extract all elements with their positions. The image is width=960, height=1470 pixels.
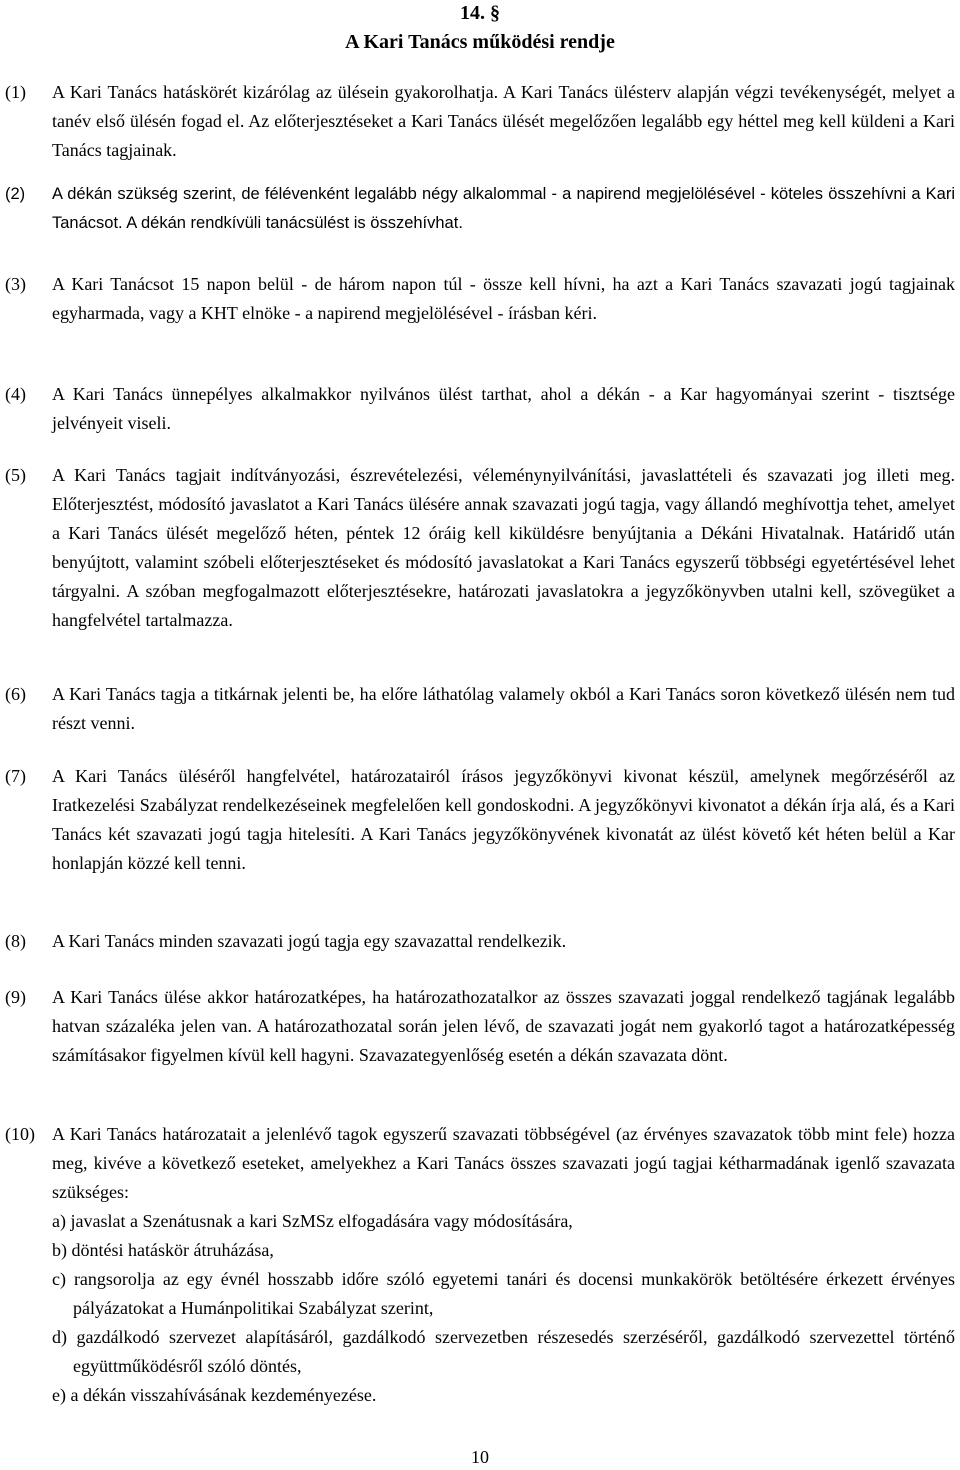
- section-number: 14. §: [460, 2, 500, 24]
- list-item: c) rangsorolja az egy évnél hosszabb időre szóló egyetemi tanári és docensi munkakörök betöltésére érkezett érvényes pályázatokat a Humánpolitikai Szabályzat szerint,: [52, 1269, 955, 1318]
- paragraph-text: A Kari Tanácsot 15 napon belül - de három napon túl - össze kell hívni, ha azt a Kari Tanács szavazati jogú tagjainak egyharmada, vagy a KHT elnöke - a napirend megjelölésével - írásban kéri.: [52, 274, 955, 323]
- paragraph-number: (6): [5, 684, 26, 704]
- section-title: A Kari Tanács működési rendje: [345, 31, 615, 53]
- paragraph-4: [5, 380, 955, 438]
- list-item: a) javaslat a Szenátusnak a kari SzMSz elfogadására vagy módosítására,: [52, 1211, 573, 1231]
- paragraph-text: A Kari Tanács ünnepélyes alkalmakkor nyilvános ülést tarthat, ahol a dékán - a Kar hagyományai szerint - tisztsége jelvényeit viseli.: [52, 384, 955, 433]
- paragraph-3: [5, 270, 955, 328]
- paragraph-1: [5, 78, 955, 165]
- paragraph-5: [5, 461, 955, 635]
- paragraph-text: A Kari Tanács hatáskörét kizárólag az ülésein gyakorolhatja. A Kari Tanács ülésterv alapján végzi tevékenységét, melyet a tanév első ülésén fogad el. Az előterjesztéseket a Kari Tanács ülését megelőzően legalább egy héttel meg kell küldeni a Kari Tanács tagjainak.: [52, 82, 955, 160]
- paragraph-number: (8): [5, 931, 26, 951]
- paragraph-6: [5, 680, 955, 738]
- exception-list: [52, 1207, 955, 1410]
- paragraph-10: [5, 1120, 955, 1410]
- paragraph-text: A Kari Tanács ülése akkor határozatképes, ha határozathozatalkor az összes szavazati joggal rendelkező tagjának legalább hatvan százaléka jelen van. A határozathozatal során jelen lévő, de szavazati jogát nem gyakorló tagot a határozatképesség számításakor figyelmen kívül kell hagyni. Szavazategyenlőség esetén a dékán szavazata dönt.: [52, 987, 955, 1065]
- paragraph-text: A dékán szükség szerint, de félévenként legalább négy alkalommal - a napirend megjelölésével - köteles összehívni a Kari Tanácsot. A dékán rendkívüli tanácsülést is összehívhat.: [52, 185, 955, 232]
- paragraph-number: (10): [5, 1124, 35, 1144]
- paragraph-number: (4): [5, 384, 26, 404]
- paragraph-number: (5): [5, 465, 26, 485]
- paragraph-number: (3): [5, 274, 26, 294]
- paragraph-2: [5, 180, 955, 238]
- paragraph-7: [5, 762, 955, 878]
- paragraph-text: A Kari Tanács tagja a titkárnak jelenti be, ha előre láthatólag valamely okból a Kari Tanács soron következő ülésén nem tud részt venni.: [52, 684, 955, 733]
- paragraph-8: [5, 927, 955, 956]
- paragraph-text: A Kari Tanács minden szavazati jogú tagja egy szavazattal rendelkezik.: [52, 931, 567, 951]
- list-item: e) a dékán visszahívásának kezdeményezése.: [52, 1385, 377, 1405]
- paragraph-number: (7): [5, 766, 26, 786]
- page-number: 10: [471, 1447, 489, 1467]
- paragraph-text: A Kari Tanács üléséről hangfelvétel, határozatairól írásos jegyzőkönyvi kivonat készül, amelynek megőrzéséről az Iratkezelési Szabályzat rendelkezéseinek megfelelően kell gondoskodni. A jegyzőkönyvi kivonatot a dékán írja alá, és a Kari Tanács két szavazati jogú tagja hitelesíti. A Kari Tanács jegyzőkönyvének kivonatát az ülést követő két héten belül a Kar honlapján közzé kell tenni.: [52, 766, 955, 873]
- list-item: b) döntési hatáskör átruházása,: [52, 1240, 274, 1260]
- paragraph-number: (9): [5, 987, 26, 1007]
- paragraph-9: [5, 983, 955, 1070]
- paragraph-text: A Kari Tanács tagjait indítványozási, észrevételezési, véleménynyilvánítási, javaslattételi és szavazati jog illeti meg. Előterjesztést, módosító javaslatot a Kari Tanács ülésére annak szavazati jogú tagja, vagy állandó meghívottja tehet, amelyet a Kari Tanács ülését megelőző héten, péntek 12 óráig kell kiküldésre benyújtania a Dékáni Hivatalnak. Határidő után benyújtott, valamint szóbeli előterjesztéseket és módosító javaslatokat a Kari Tanács egyszerű többségi egyetértésével lehet tárgyalni. A szóban megfogalmazott előterjesztésekre, határozati javaslatokra a jegyzőkönyvben utalni kell, szövegüket a hangfelvétel tartalmazza.: [52, 465, 955, 630]
- paragraph-number: (1): [5, 82, 26, 102]
- paragraph-number: (2): [5, 185, 26, 203]
- paragraph-text: A Kari Tanács határozatait a jelenlévő tagok egyszerű szavazati többségével (az érvényes szavazatok több mint fele) hozza meg, kivéve a következő eseteket, amelyekhez a Kari Tanács összes szavazati jogú tagjai kétharmadának igenlő szavazata szükséges:: [52, 1124, 955, 1202]
- list-item: d) gazdálkodó szervezet alapításáról, gazdálkodó szervezetben részesedés szerzéséről, gazdálkodó szervezettel történő együttműködésről szóló döntés,: [52, 1327, 955, 1376]
